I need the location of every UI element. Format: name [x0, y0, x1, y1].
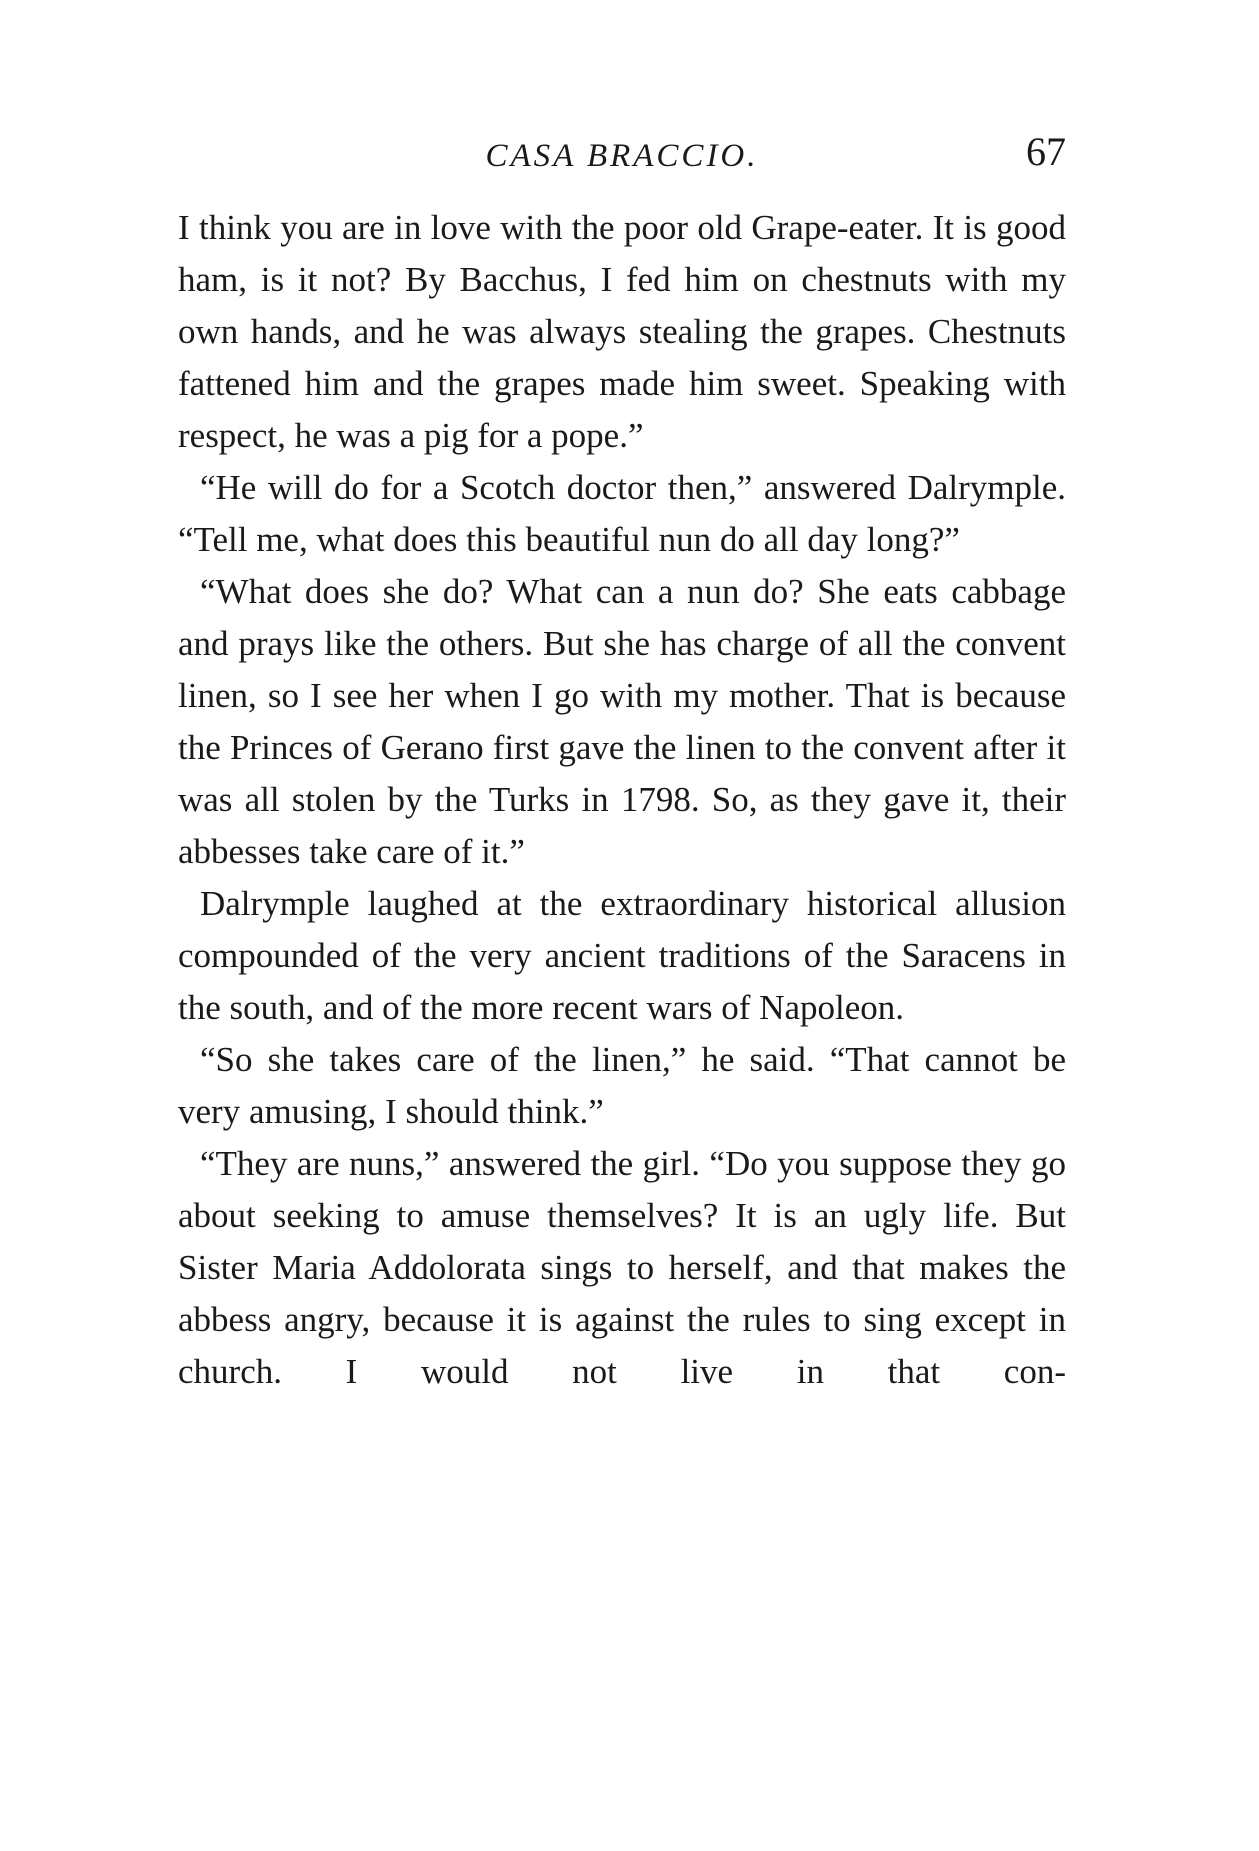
- book-page: [178, 128, 1066, 1398]
- paragraph-4: Dalrymple laughed at the extraordinary historical allusion compounded of the very ancient traditions of the Saracens in the south, and of the more recent wars of Napoleon.: [178, 884, 1066, 1027]
- running-title: CASA BRACCIO.: [485, 138, 759, 174]
- paragraph-3: “What does she do? What can a nun do? She eats cabbage and prays like the others. But she has charge of all the convent linen, so I see her when I go with my mother. That is because the Princes of Gerano first gave the linen to the convent after it was all stolen by the Turks in 1798. So, as they gave it, their abbesses take care of it.”: [178, 572, 1066, 871]
- body-text: [178, 202, 1066, 1398]
- running-head: [178, 128, 1066, 184]
- paragraph-2: “He will do for a Scotch doctor then,” answered Dalrymple. “Tell me, what does this beautiful nun do all day long?”: [178, 468, 1066, 559]
- page-number: 67: [1026, 129, 1066, 174]
- paragraph-6: “They are nuns,” answered the girl. “Do you suppose they go about seeking to amuse themselves? It is an ugly life. But Sister Maria Addolorata sings to herself, and that makes the abbess angry, because it is against the rules to sing except in church. I would not live in that con-: [178, 1144, 1066, 1391]
- paragraph-1: I think you are in love with the poor old Grape-eater. It is good ham, is it not? By Bacchus, I fed him on chestnuts with my own hands, and he was always stealing the grapes. Chestnuts fattened him and the grapes made him sweet. Speaking with respect, he was a pig for a pope.”: [178, 208, 1066, 455]
- paragraph-5: “So she takes care of the linen,” he said. “That cannot be very amusing, I should think.”: [178, 1040, 1066, 1131]
